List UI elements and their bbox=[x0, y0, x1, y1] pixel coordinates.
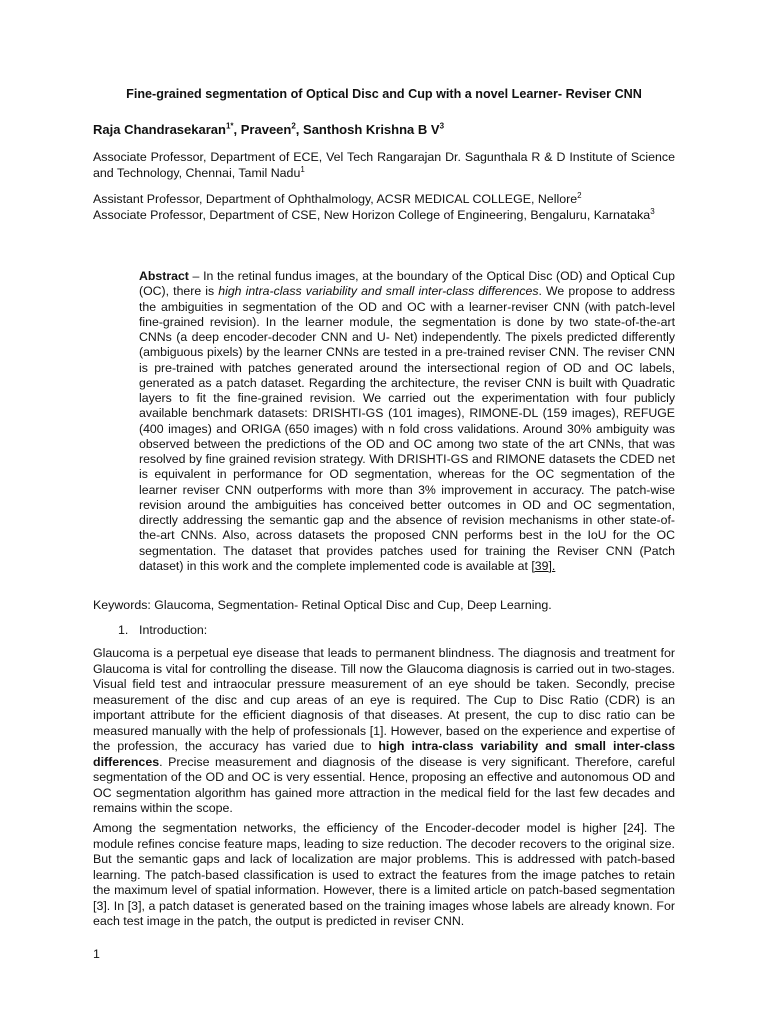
intro-paragraph-2: Among the segmentation networks, the efficiency of the Encoder-decoder model is higher [24]. The module refines concise feature maps, leading to size reduction. The decoder recovers to the original size. But the semantic gaps and lack of localization are major problems. This is addressed with patch-based learning. The patch-based classification is used to extract the features from the image patches to retain the maximum level of spatial information. However, there is a limited article on patch-based segmentation [3]. In [3], a patch dataset is generated based on the training images whose labels are already known. For each test image in the patch, the output is predicted in reviser CNN. bbox=[93, 821, 675, 929]
abstract-emphasis: high intra-class variability and small inter-class differences bbox=[218, 284, 539, 299]
section-number: 1. bbox=[118, 623, 129, 637]
affiliation-superscript: 1 bbox=[300, 165, 305, 175]
affiliation-3 bbox=[93, 207, 675, 223]
author-superscript: 1* bbox=[225, 121, 234, 131]
affiliation-1 bbox=[93, 149, 675, 182]
author-list: Raja Chandrasekaran$^{1*}$, Praveen$^2$, Santhosh Krishna B $V^3$ bbox=[93, 121, 445, 137]
author-name: Praveen bbox=[240, 122, 292, 137]
abstract-text: . We propose to address the ambiguities in segmentation of the OD and OC with a learner-reviser CNN (with patch-level fine-grained revision). In the learner module, the segmentation is done by two state-of-the-art CNNs (a deep encoder-decoder CNN and U- Net) independently. The pixels predicted differently (ambiguous pixels) by the learner CNNs are tested in a pre-trained reviser CNN. The reviser CNN is pre-trained with patches generated around the intersectional region of OD and OC labels, generated as a patch dataset. Regarding the architecture, the reviser CNN is built with Quadratic layers to fit the fine-grained revision. We carried out the experimentation with four publicly available benchmark datasets: DRISHTI-GS (101 images), RIMONE-DL (159 images), REFUGE (400 images) and ORIGA (650 images) with n fold cross validations. Around 30% ambiguity was observed between the predictions of the OD and OC among two state of the art CNNs, that was resolved by fine grained revision strategy. With DRISHTI-GS and RIMONE datasets the CDED net is equivalent in performance for OD segmentation, whereas for the OC segmentation of the learner reviser CNN outperforms with more than 3% improvement in accuracy. The patch-wise revision around the ambiguities has conceived better outcomes in OD and OC segmentation, directly addressing the semantic gap and the absence of revision mechanisms in other state-of-the-art CNNs. Also, across datasets the proposed CNN performs best in the IoU for the OC segmentation. The dataset that provides patches used for training the Reviser CNN (Patch dataset) in this work and the complete implemented code is available at bbox=[139, 284, 675, 573]
abstract-text: In the retinal fundus images, at the boundary of the Optical Disc (OD) and Optical Cup (OC), there is bbox=[139, 269, 675, 299]
author-name: Santhosh Krishna B V bbox=[303, 122, 440, 137]
keywords-line: Keywords: Glaucoma, Segmentation- Retinal Optical Disc and Cup, Deep Learning. bbox=[93, 598, 552, 612]
affiliation-text: Associate Professor, Department of ECE, Vel Tech Rangarajan Dr. Sagunthala R & D Institute of Science and Technology, Chennai, Tamil Nadu bbox=[93, 150, 675, 181]
author-superscript: 2 bbox=[291, 121, 296, 131]
author-name: Raja Chandrasekaran bbox=[93, 122, 226, 137]
abstract-label: Abstract bbox=[139, 269, 189, 283]
paragraph-text: Glaucoma is a perpetual eye disease that leads to permanent blindness. The diagnosis and treatment for Glaucoma is vital for controlling the disease. Till now the Glaucoma diagnosis is carried out in two-stages. Visual field test and intraocular pressure measurement of an eye should be taken. Secondly, precise measurement of the disc and cup areas of an eye is required. The Cup to Disc Ratio (CDR) is an important attribute for the efficient diagnosis of that diseases. At present, the cup to disc ratio can be measured manually with the help of professionals [1]. However, based on the experience and expertise of the profession, the accuracy has varied due to bbox=[93, 646, 675, 754]
affiliation-text: Assistant Professor, Department of Ophthalmology, ACSR MEDICAL COLLEGE, Nellore bbox=[93, 192, 578, 206]
section-title: Introduction: bbox=[139, 623, 208, 637]
paragraph-text: . Precise measurement and diagnosis of the disease is very significant. Therefore, careful segmentation of the OD and OC is very essential. Hence, proposing an effective and autonomous OD and OC segmentation algorithm has gained more attraction in the medical field for the last few decades and remains within the scope. bbox=[93, 754, 675, 816]
abstract-block bbox=[139, 269, 675, 574]
affiliation-superscript: 3 bbox=[650, 206, 655, 216]
bold-emphasis: high intra-class variability and small inter-class differences bbox=[93, 739, 675, 769]
reference-link[interactable]: [39]. bbox=[531, 558, 556, 573]
affiliation-superscript: 2 bbox=[577, 190, 582, 200]
abstract-dash: – bbox=[188, 269, 204, 283]
paper-title: Fine-grained segmentation of Optical Disc and Cup with a novel Learner- Reviser CNN bbox=[126, 87, 642, 101]
section-heading bbox=[118, 622, 207, 638]
affiliation-text: Associate Professor, Department of CSE, New Horizon College of Engineering, Bengaluru, Karnataka bbox=[93, 208, 651, 222]
affiliation-2 bbox=[93, 191, 675, 207]
author-superscript: 3 bbox=[439, 121, 445, 131]
intro-paragraph-1 bbox=[93, 646, 675, 817]
page-number: 1 bbox=[93, 947, 100, 961]
